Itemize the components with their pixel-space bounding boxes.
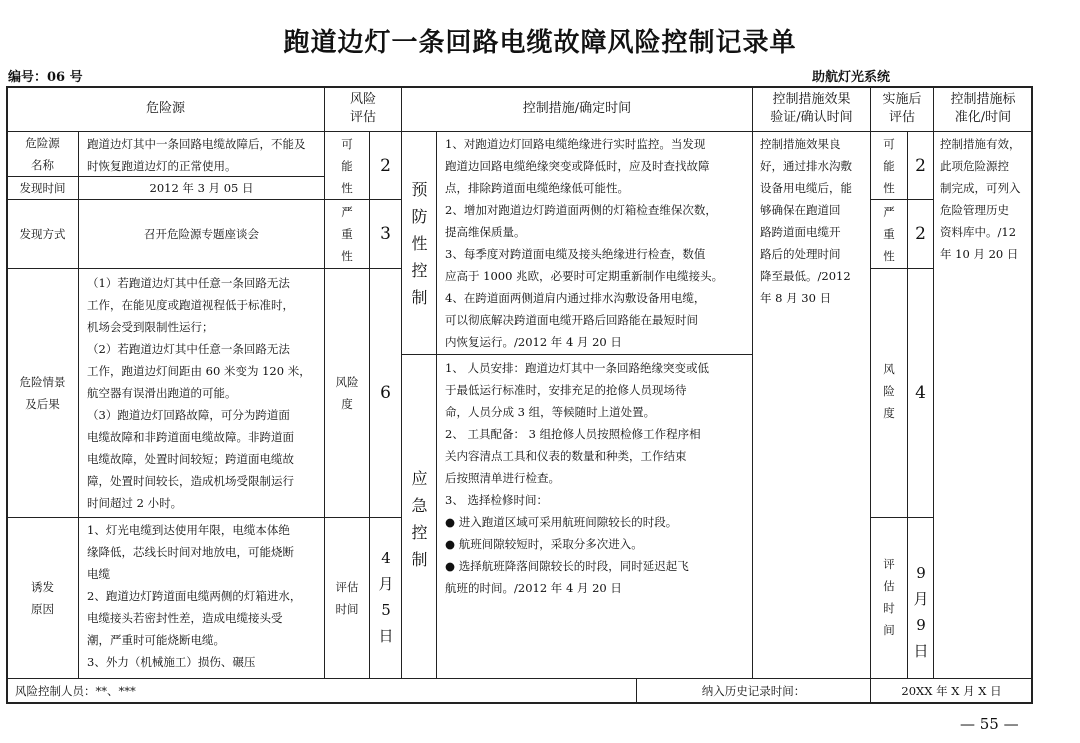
post-eval-time-label: 评估时间 xyxy=(883,557,895,637)
consequence-label: 危险情景 及后果 xyxy=(6,268,79,518)
verify-line: 好，通过排水沟敷 xyxy=(760,159,852,173)
emergency-label: 应急控制 xyxy=(411,469,428,569)
prevent-line: 可以彻底解决跨道面电缆开路后回路能在最短时间 xyxy=(445,313,698,327)
consequence-line: 工作，在能见度或跑道视程低于标准时， xyxy=(87,298,294,312)
post-degree-value: 4 xyxy=(907,268,934,518)
cause-line: 3、外力（机械施工）损伤、碾压 xyxy=(87,655,256,669)
system-name: 助航灯光系统 xyxy=(812,70,891,85)
verify-line: 控制措施效果良 xyxy=(760,137,841,151)
verify-line: 够确保在跑道回 xyxy=(760,203,841,217)
header-control: 控制措施/确定时间 xyxy=(401,86,753,132)
emergency-line: 命，人员分成 3 组，等候随时上道处置。 xyxy=(445,405,656,419)
cause-line: 潮，严重时可能烧断电缆。 xyxy=(87,633,225,647)
cause-line: 1、灯光电缆到达使用年限，电缆本体绝 xyxy=(87,523,290,537)
eval-time-label: 评估 时间 xyxy=(324,517,370,679)
consequence-line: 机场会受到限制性运行； xyxy=(87,320,214,334)
consequence-line: （1）若跑道边灯其中任意一条回路无法 xyxy=(87,276,290,290)
verify-line: 设备用电缆后，能 xyxy=(760,181,852,195)
post-severity-value: 2 xyxy=(907,199,934,269)
standard-line: 制完成，可列入 xyxy=(940,181,1021,195)
standard-line: 危险管理历史 xyxy=(940,203,1009,217)
prevent-line: 3、每季度对跨道面电缆及接头绝缘进行检查，数值 xyxy=(445,247,706,261)
post-degree-label: 风险度 xyxy=(883,362,895,420)
post-possibility-value: 2 xyxy=(907,131,934,200)
footer-history-label: 纳入历史记录时间： xyxy=(636,678,871,704)
verify-line: 年 8 月 30 日 xyxy=(760,291,832,305)
verify-line: 降至最低。/2012 xyxy=(760,269,851,283)
prevent-line: 1、对跑道边灯回路电缆绝缘进行实时监控。当发现 xyxy=(445,137,706,151)
prevent-label: 预防性控制 xyxy=(411,180,428,307)
cause-label: 诱发 原因 xyxy=(6,517,79,679)
verify-line: 路跨道面电缆开 xyxy=(760,225,841,239)
standard-line: 资料库中。/12 xyxy=(940,225,1017,239)
header-post-eval: 实施后 评估 xyxy=(870,86,934,132)
emergency-line: ● 航班间隙较短时，采取分多次进入。 xyxy=(445,537,643,551)
eval-time-value: 4月5日 xyxy=(378,549,394,645)
cause-line: 2、跑道边灯跨道面电缆两侧的灯箱进水， xyxy=(87,589,302,603)
degree-value: 6 xyxy=(369,268,402,518)
prevent-text xyxy=(436,131,753,355)
footer-personnel: 风险控制人员：**、*** xyxy=(6,678,637,704)
cause-line: 电缆 xyxy=(87,567,110,581)
header-verify: 控制措施效果 验证/确认时间 xyxy=(752,86,871,132)
found-method-label: 发现方式 xyxy=(6,199,79,269)
consequence-line: 时间超过 2 小时。 xyxy=(87,496,183,510)
prevent-line: 应高于 1000 兆欧，必要时可定期重新制作电缆接头。 xyxy=(445,269,724,283)
standard-line: 年 10 月 20 日 xyxy=(940,247,1019,261)
found-method-value: 召开危险源专题座谈会 xyxy=(78,199,325,269)
consequence-line: 航空器有误滑出跑道的可能。 xyxy=(87,386,237,400)
prevent-line: 4、在跨道面两侧道肩内通过排水沟敷设备用电缆， xyxy=(445,291,706,305)
consequence-line: 工作，跑道边灯间距由 60 米变为 120 米， xyxy=(87,364,311,378)
consequence-line: （3）跑道边灯回路故障，可分为跨道面 xyxy=(87,408,290,422)
hazard-name-label: 危险源 名称 xyxy=(6,131,79,177)
emergency-line: ● 进入跑道区域可采用航班间隙较长的时段。 xyxy=(445,515,678,529)
cause-line: 缘降低，芯线长时间对地放电，可能烧断 xyxy=(87,545,294,559)
emergency-line: 于最低运行标准时，安排充足的抢修人员现场待 xyxy=(445,383,687,397)
emergency-line: 关内容清点工具和仪表的数量和种类，工作结束 xyxy=(445,449,687,463)
consequence-text xyxy=(78,268,325,518)
prevent-line: 内恢复运行。/2012 年 4 月 20 日 xyxy=(445,335,622,349)
consequence-line: 电缆故障，处置时间较短；跨道面电缆故 xyxy=(87,452,294,466)
verify-line: 路后的处理时间 xyxy=(760,247,841,261)
found-time-value: 2012 年 3 月 05 日 xyxy=(78,176,325,200)
header-risk-eval: 风险 评估 xyxy=(324,86,402,132)
possibility-value: 2 xyxy=(369,131,402,200)
prevent-line: 点，排除跨道面电缆绝缘低可能性。 xyxy=(445,181,629,195)
page-number: — 55 — xyxy=(960,715,1019,733)
emergency-line: 3、 选择检修时间： xyxy=(445,493,548,507)
emergency-line: ● 选择航班降落间隙较长的时段，同时延迟起飞 xyxy=(445,559,689,573)
emergency-line: 航班的时间。/2012 年 4 月 20 日 xyxy=(445,581,622,595)
consequence-line: （2）若跑道边灯其中任意一条回路无法 xyxy=(87,342,290,356)
degree-label: 风险 度 xyxy=(324,268,370,518)
header-standard: 控制措施标 准化/时间 xyxy=(933,86,1033,132)
post-eval-time-value: 9月9日 xyxy=(913,564,929,660)
emergency-line: 后按照清单进行检查。 xyxy=(445,471,560,485)
consequence-line: 电缆故障和非跨道面电缆故障。非跨道面 xyxy=(87,430,294,444)
standard-line: 此项危险源控 xyxy=(940,159,1009,173)
found-time-label: 发现时间 xyxy=(6,176,79,200)
emergency-text xyxy=(436,354,753,679)
hazard-name-text: 跑道边灯其中一条回路电缆故障后，不能及时恢复跑道边灯的正常使用。 xyxy=(78,131,325,177)
prevent-line: 2、增加对跑道边灯跨道面两侧的灯箱检查维保次数， xyxy=(445,203,717,217)
standard-line: 控制措施有效， xyxy=(940,137,1021,151)
severity-value: 3 xyxy=(369,199,402,269)
cause-text xyxy=(78,517,325,679)
post-severity-label: 严重性 xyxy=(883,205,895,263)
consequence-line: 障，处置时间较长，造成机场受限制运行 xyxy=(87,474,294,488)
post-possibility-label: 可能性 xyxy=(883,137,895,195)
prevent-line: 跑道边回路电缆绝缘突变或降低时，应及时查找故障 xyxy=(445,159,710,173)
verify-text xyxy=(752,131,871,679)
possibility-label-text: 可能性 xyxy=(341,137,353,195)
footer-history-value: 20XX 年 X 月 X 日 xyxy=(870,678,1033,704)
standard-text xyxy=(933,131,1033,679)
emergency-line: 2、 工具配备： 3 组抢修人员按照检修工作程序相 xyxy=(445,427,701,441)
cause-line: 电缆接头若密封性差，造成电缆接头受 xyxy=(87,611,283,625)
document-title: 跑道边灯一条回路电缆故障风险控制记录单 xyxy=(283,28,797,58)
record-number: 编号：06 号 xyxy=(8,70,83,85)
prevent-line: 提高维保质量。 xyxy=(445,225,526,239)
header-hazard: 危险源 xyxy=(6,86,325,132)
severity-label-text: 严重性 xyxy=(341,205,353,263)
emergency-line: 1、 人员安排：跑道边灯其中一条回路绝缘突变或低 xyxy=(445,361,709,375)
